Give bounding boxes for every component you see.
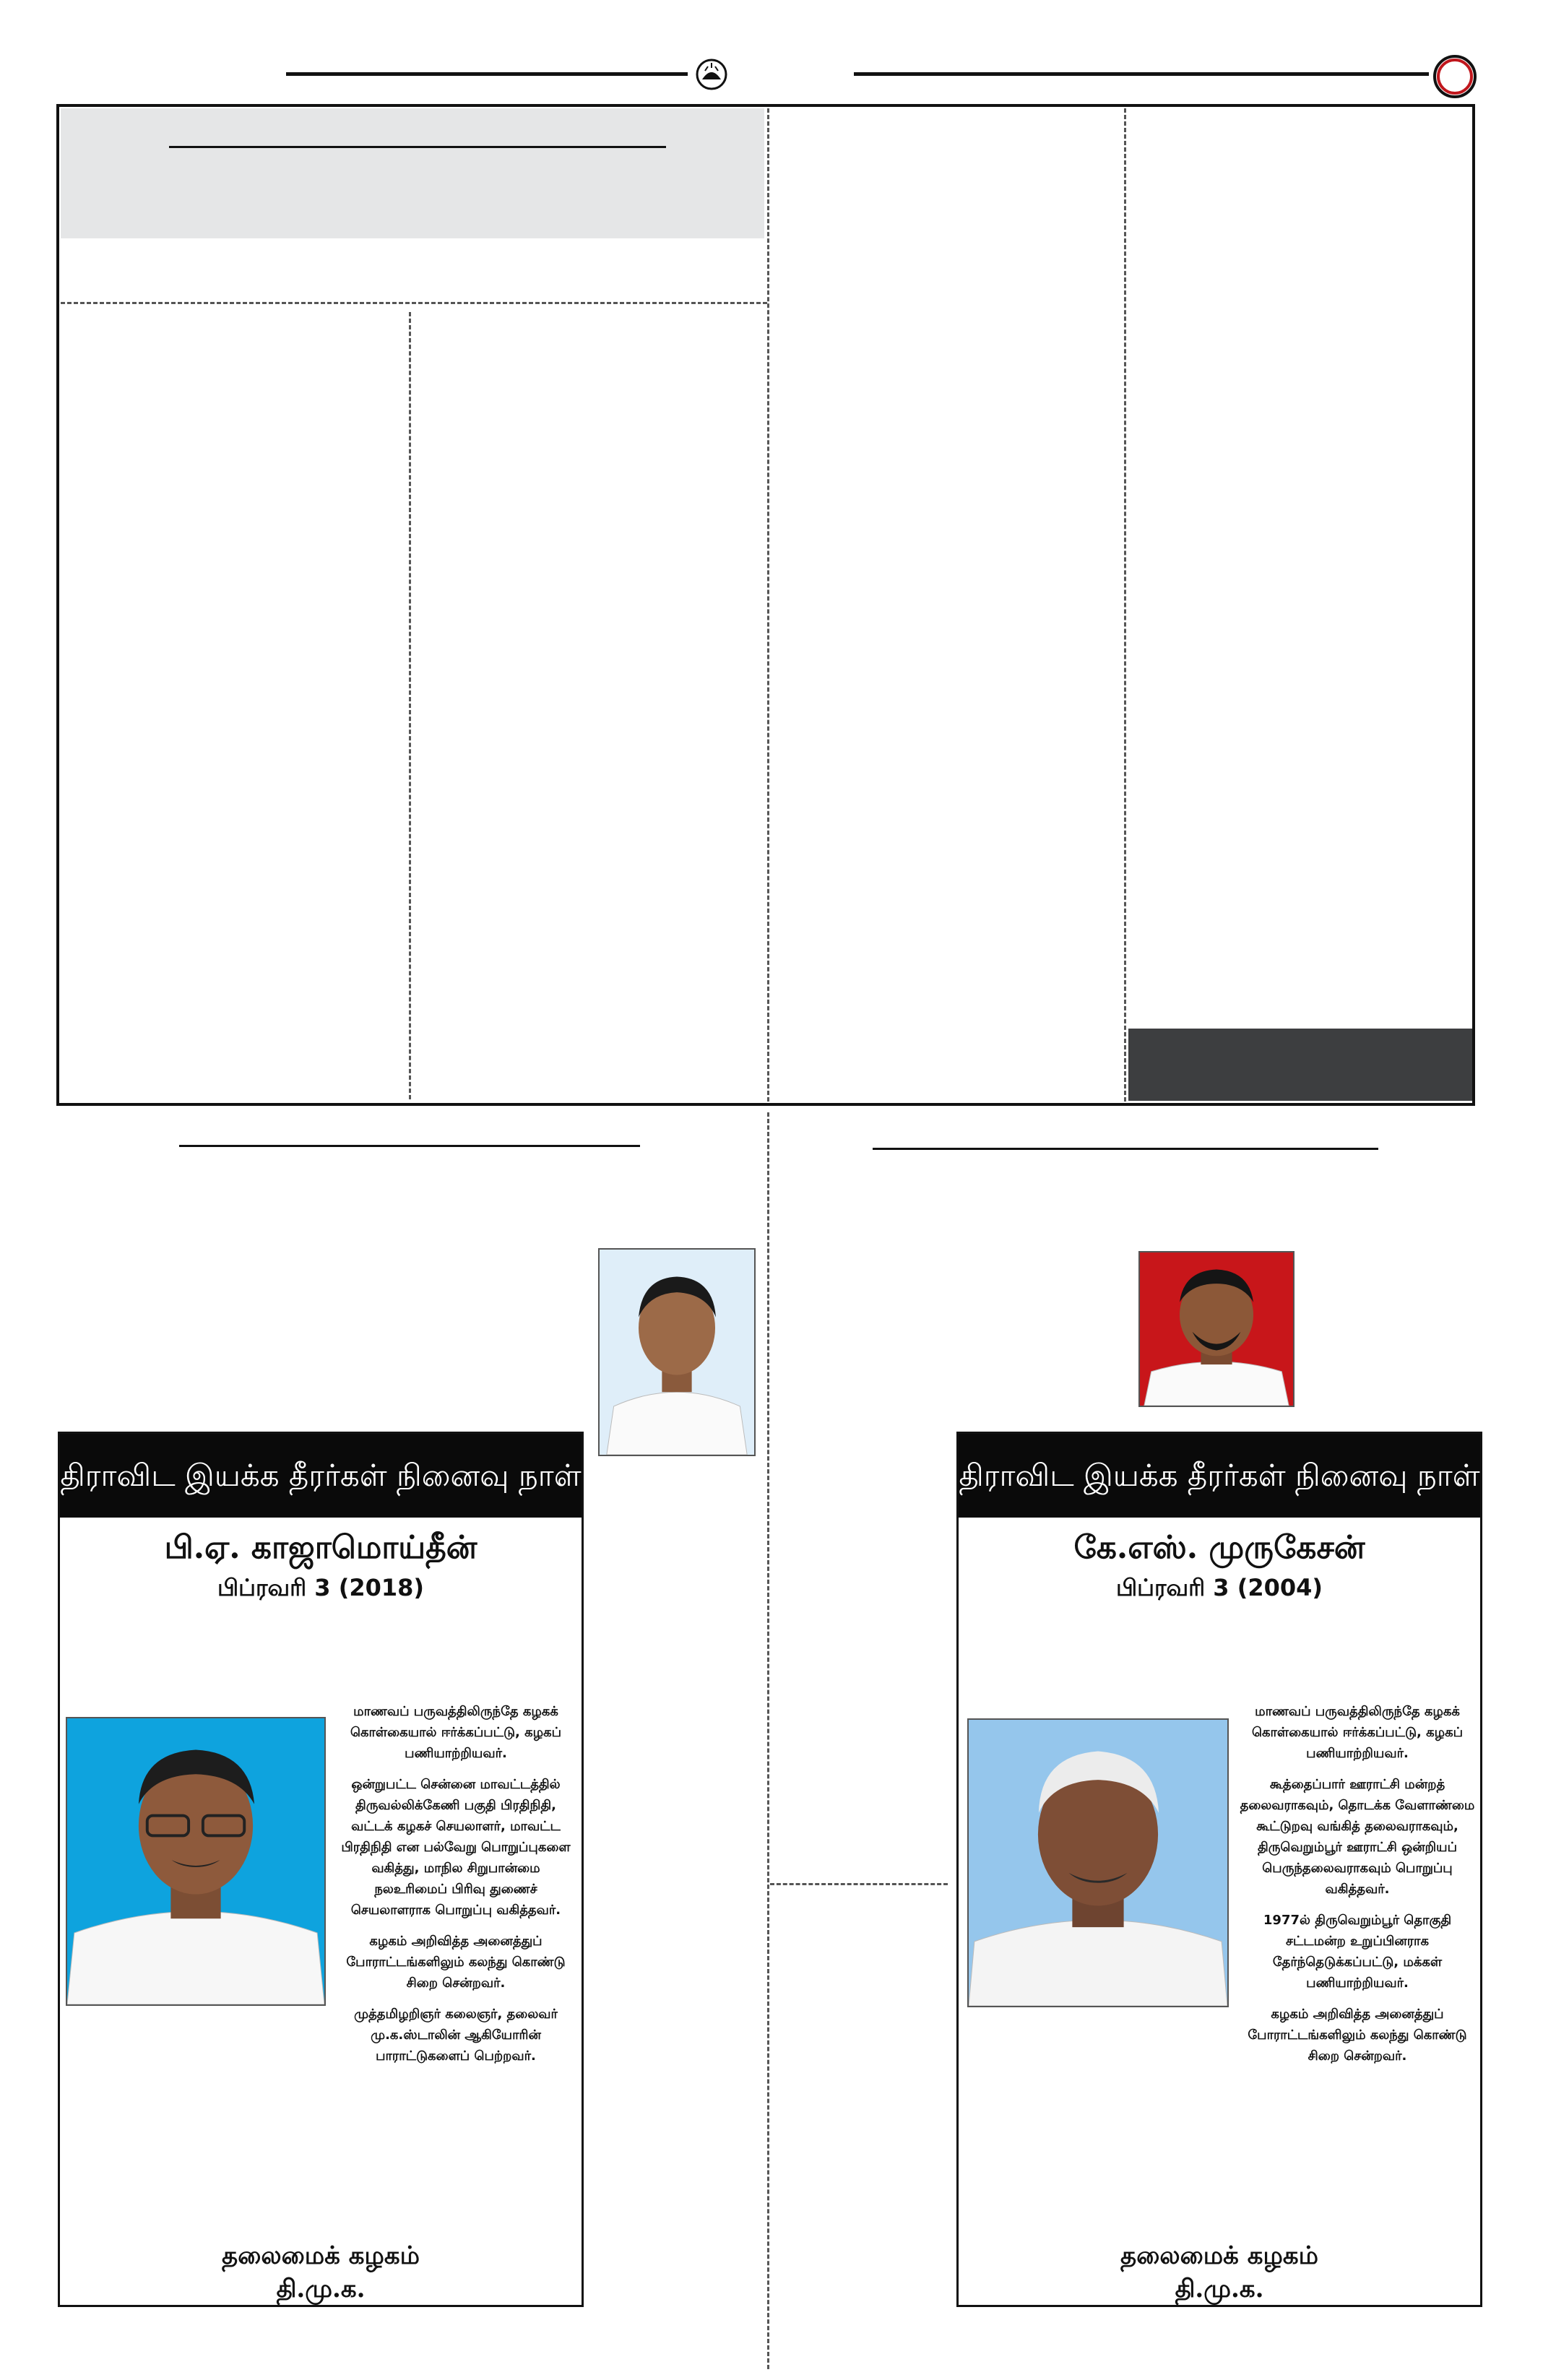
dark-footer-block (1128, 1029, 1472, 1101)
grey-header-block (61, 108, 764, 238)
lower-rule-left (179, 1145, 640, 1147)
portrait-photo-small-left (598, 1248, 756, 1456)
memorial-footer-org: தலைமைக் கழகம் (222, 2241, 420, 2270)
memorial-bio-paragraph: 1977ல் திருவெறும்பூர் தொகுதி சட்டமன்ற உறுப்பினராக தேர்ந்தெடுக்கப்பட்டு, மக்கள் பணியாற்றியவர். (1263, 1913, 1452, 1991)
top-divider-v2 (767, 108, 769, 1102)
top-divider-v1 (409, 312, 411, 1099)
memorial-bio-paragraph: முத்தமிழறிஞர் கலைஞர், தலைவர் மு.க.ஸ்டாலின் ஆகியோரின் பாராட்டுகளைப் பெற்றவர். (354, 2007, 558, 2064)
portrait-photo-small-right (1138, 1251, 1295, 1407)
top-divider-h (61, 302, 767, 304)
lower-divider-h (770, 1883, 948, 1885)
lower-divider-v (767, 1112, 769, 2369)
memorial-bio-paragraph: கழகம் அறிவித்த அனைத்துப் போராட்டங்களிலும் கலந்து கொண்டு சிறை சென்றவர். (346, 1934, 566, 1991)
memorial-bio-paragraph: ஒன்றுபட்ட சென்னை மாவட்டத்தில் திருவல்லிக்கேணி பகுதி பிரதிநிதி, வட்டக் கழகச் செயலாளர், மாவட்ட பிரதிநிதி என பல்வேறு பொறுப்புகளை வகித்து, மாநில சிறுபான்மை நலஉரிமைப் பிரிவு துணைச் செயலாளராக பொறுப்பு வகித்தவர். (341, 1777, 571, 1918)
memorial-bio-paragraph: மாணவப் பருவத்திலிருந்தே கழகக் கொள்கையால் ஈர்க்கப்பட்டு, கழகப் பணியாற்றியவர். (1251, 1704, 1464, 1761)
memorial-card (956, 1432, 1482, 2307)
top-divider-v3 (1124, 108, 1126, 1102)
memorial-portrait-photo (66, 1717, 326, 2006)
memorial-bio-paragraph: கழகம் அறிவித்த அனைத்துப் போராட்டங்களிலும் கலந்து கொண்டு சிறை சென்றவர். (1248, 2007, 1467, 2064)
memorial-date: பிப்ரவரி 3 (2004) (1115, 1574, 1323, 1601)
grey-block-rule (169, 146, 666, 148)
rising-sun-emblem-icon (695, 58, 728, 91)
memorial-card (58, 1432, 584, 2307)
memorial-bio-paragraph: மாணவப் பருவத்திலிருந்தே கழகக் கொள்கையால் ஈர்க்கப்பட்டு, கழகப் பணியாற்றியவர். (350, 1704, 562, 1761)
memorial-footer-org: தலைமைக் கழகம் (1120, 2241, 1318, 2270)
memorial-portrait-photo (967, 1718, 1229, 2007)
header-rule-left (286, 72, 688, 76)
memorial-bio (1236, 1701, 1479, 2077)
memorial-name: கே.எஸ். முருகேசன் (1073, 1529, 1365, 1566)
memorial-heading: திராவிட இயக்க தீரர்கள் நினைவு நாள் (959, 1434, 1480, 1518)
memorial-date: பிப்ரவரி 3 (2018) (217, 1574, 425, 1601)
memorial-footer-party: தி.மு.க. (1175, 2275, 1264, 2303)
memorial-heading: திராவிட இயக்க தீரர்கள் நினைவு நாள் (60, 1434, 582, 1518)
memorial-bio (336, 1701, 576, 2077)
memorial-footer-party: தி.மு.க. (276, 2275, 366, 2303)
header-rule-right (854, 72, 1429, 76)
red-circle-icon (1432, 53, 1478, 100)
lower-rule-right (873, 1148, 1378, 1150)
top-frame (56, 104, 1475, 1106)
memorial-name: பி.ஏ. காஜாமொய்தீன் (164, 1529, 477, 1566)
memorial-bio-paragraph: கூத்தைப்பார் ஊராட்சி மன்றத் தலைவராகவும், தொடக்க வேளாண்மை கூட்டுறவு வங்கித் தலைவராகவும், திருவெறும்பூர் ஊராட்சி ஒன்றியப் பெருந்தலைவராகவும் பொறுப்பு வகித்தவர். (1240, 1777, 1475, 1897)
